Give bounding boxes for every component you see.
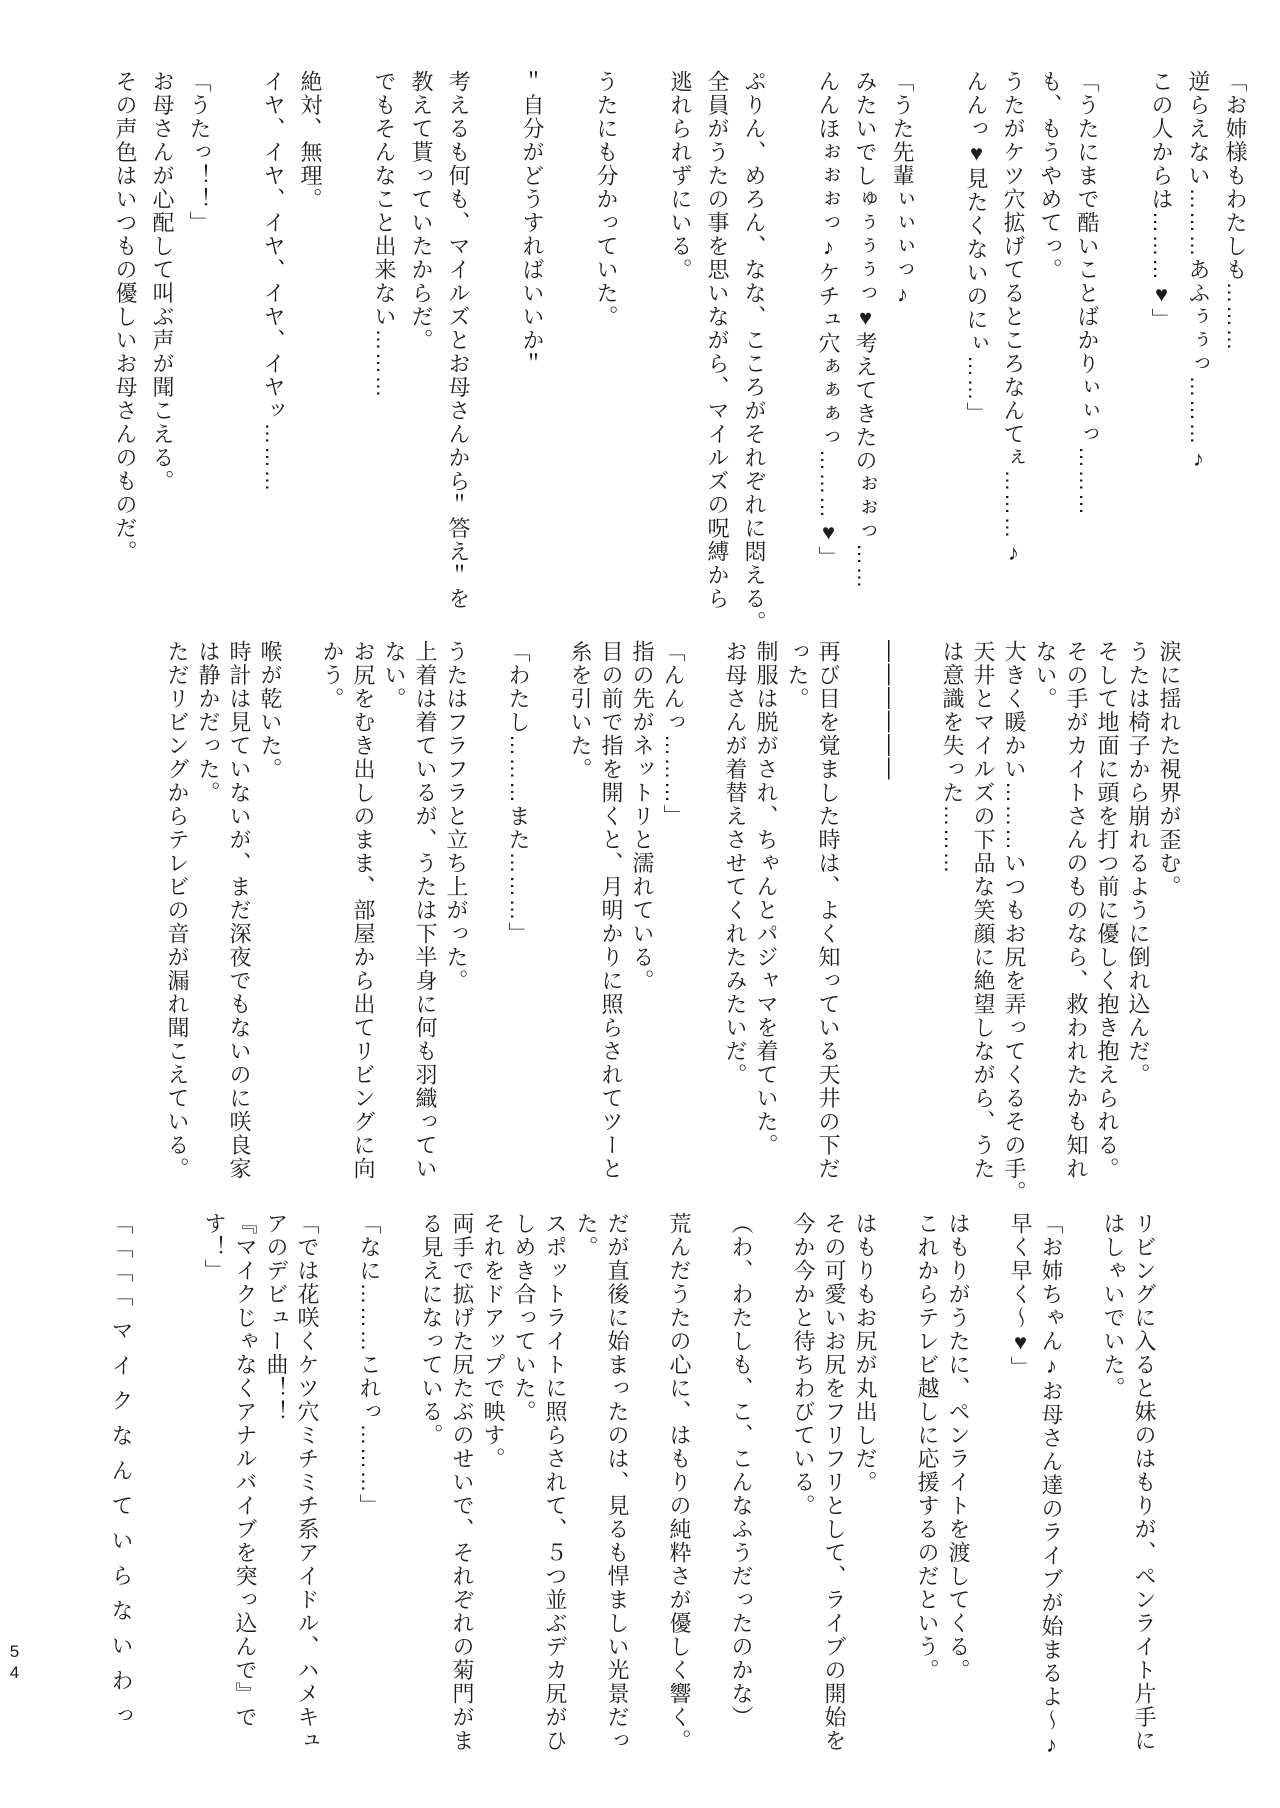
text-line: ただリビングからテレビの音が漏れ聞こえている。 [165,640,190,1181]
text-line: はしゃいでいた。 [1101,1212,1126,1400]
text-line: 上着は着ているが、うたは下半身に何も羽織ってい [413,640,438,1181]
text-line: も、もうやめてっ。 [1038,70,1063,282]
text-line: んんほぉぉぉっ♪ケチュ穴ぁぁぁっ………♥」 [816,70,841,570]
text-band-bottom [106,1212,1160,1808]
text-line: 天井とマイルズの下品な笑顔に絶望しながら、うた [971,640,996,1181]
text-line: 「「「「マイクなんていらないわっ [109,1212,134,1739]
text-line: 「なに………これっ………」 [357,1212,382,1518]
text-line: 大きく暖かい………いつもお尻を弄ってくるその手。 [1002,640,1027,1204]
text-line: は静かだった。 [196,640,221,805]
text-line: 「うたにまで酷いことばかりぃぃっ……… [1075,70,1100,517]
text-line: うたはフラフラと立ち上がった。 [444,640,469,993]
text-line: 「では花咲くケツ穴ミチミチ系アイドル、ハメキュ [295,1212,320,1753]
text-line: お母さんが心配して叫ぶ声が聞こえる。 [150,70,175,493]
text-line: 「うたっ！！」 [187,70,212,235]
text-line: んんっ♥見たくないのにぃ……」 [964,70,989,426]
text-line: うたがケツ穴拡げてるところなんてぇ………♪ [1001,70,1026,567]
text-line: はもりもお尻が丸出しだ。 [853,1212,878,1494]
text-line: ない。 [1033,640,1058,711]
text-line: うたにも分かっていた。 [594,70,619,329]
text-line: みたいでしゅぅぅぅっ♥考えてきたのぉぉっ…… [853,70,878,590]
text-line: これからテレビ越しに応援するのだという。 [915,1212,940,1682]
text-line: 再び目を覚ました時は、よく知っている天井の下だ [816,640,841,1181]
text-line: その声色はいつもの優しいお母さんのものだ。 [113,70,138,564]
text-line: お母さんが着替えさせてくれたみたいだ。 [723,640,748,1087]
text-line: リビングに入ると妹のはもりが、ペンライト片手に [1132,1212,1157,1753]
text-line: 荒んだうたの心に、はもりの純粋さが優しく響く。 [667,1212,692,1753]
text-line: イヤ、イヤ、イヤ、イヤ、イヤッ……… [261,70,286,493]
text-line: その可愛いお尻をフリフリとして、ライブの開始を [822,1212,847,1753]
text-band-top [107,70,1254,634]
text-line: 逆らえない………あふぅぅっ………♪ [1186,70,1211,473]
text-line: しめき合っていた。 [512,1212,537,1424]
text-line: 糸を引いた。 [568,640,593,781]
text-line: ない。 [382,640,407,711]
text-line: ぷりん、めろん、なな、こころがそれぞれに悶える。 [742,70,767,634]
text-line: 涙に揺れた視界が歪む。 [1157,640,1182,899]
text-line: 時計は見ていないが、まだ深夜でもないのに咲良家 [227,640,252,1181]
text-line: は意識を失った……… [940,640,965,875]
text-line: ＂自分がどうすればいいか＂ [520,70,545,376]
text-line: 「お姉様もわたしも……… [1223,70,1248,352]
page-number: 54 [5,1642,24,1684]
text-line: 「お姉ちゃん♪お母さん達のライブが始まるよ〜♪ [1039,1212,1064,1759]
text-line: 両手で拡げた尻たぶのせいで、それぞれの菊門がま [450,1212,475,1753]
text-line: 全員がうたの事を思いながら、マイルズの呪縛から [705,70,730,611]
text-line: だが直後に始まったのは、見るも悍ましい光景だっ [605,1212,630,1753]
text-line: かう。 [320,640,345,711]
text-line: うたは椅子から崩れるように倒れ込んだ。 [1126,640,1151,1087]
divider-line: ―――――― [878,640,903,781]
text-line: 「うた先輩ぃぃぃっ♪ [890,70,915,308]
text-line: （わ、わたしも、こ、こんなふうだったのかな） [729,1212,754,1729]
text-line: それをドアップで映す。 [481,1212,506,1471]
text-line: その手がカイトさんのものなら、救われたかも知れ [1064,640,1089,1181]
text-line: 逃れられずにいる。 [668,70,693,282]
text-line: はもりがうたに、ペンライトを渡してくる。 [946,1212,971,1682]
text-line: る見えになっている。 [419,1212,444,1447]
text-line: 喉が乾いた。 [258,640,283,781]
text-line: 『マイクじゃなくアナルバイブを突っ込んで』で [233,1212,258,1729]
text-line: 早く早く〜♥」 [1008,1212,1033,1380]
text-line: 今か今かと待ちわびている。 [791,1212,816,1518]
text-line: この人からは………♥」 [1149,70,1174,332]
text-line: す！」 [202,1212,227,1283]
text-line: 「わたし………また………」 [506,640,531,946]
text-line: 指の先がネットリと濡れている。 [630,640,655,993]
text-line: た。 [574,1212,599,1259]
text-line: 絶対、無理。 [298,70,323,211]
text-line: 考えるも何も、マイルズとお母さんから＂答え＂を [446,70,471,611]
text-line: 「んんっ………」 [661,640,686,828]
text-line: アのデビュー曲！！ [264,1212,289,1424]
text-line: でもそんなこと出来ない……… [372,70,397,399]
text-band-middle [162,640,1185,1204]
text-line: 教えて貰っていたからだ。 [409,70,434,352]
text-line: 目の前で指を開くと、月明かりに照らされてツーと [599,640,624,1181]
text-line: った。 [785,640,810,711]
text-line: そして地面に頭を打つ前に優しく抱き抱えられる。 [1095,640,1120,1181]
text-line: スポットライトに照らされて、５つ並ぶデカ尻がひ [543,1212,568,1753]
text-line: お尻をむき出しのまま、部屋から出てリビングに向 [351,640,376,1181]
text-line: 制服は脱がされ、ちゃんとパジャマを着ていた。 [754,640,779,1157]
